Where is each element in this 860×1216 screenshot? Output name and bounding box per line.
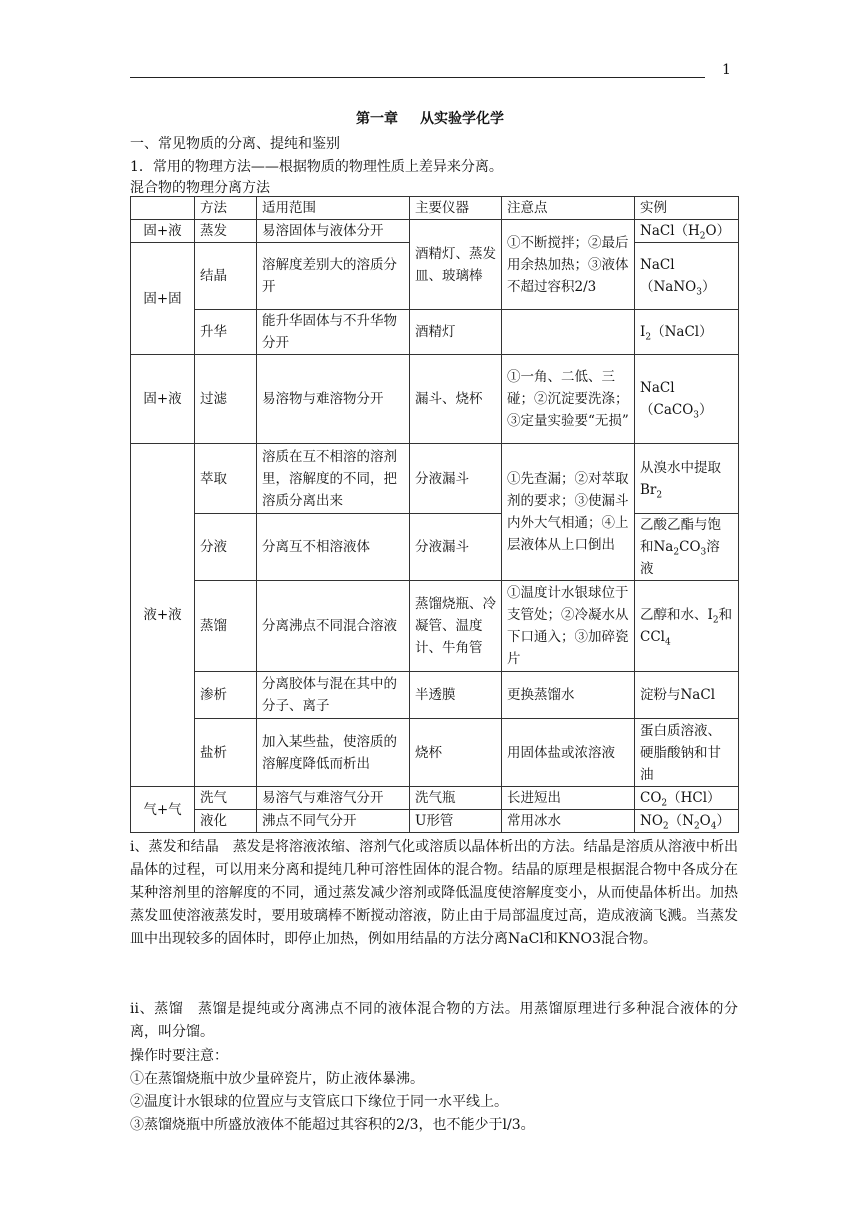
subsection-heading: 1．常用的物理方法——根据物质的物理性质上差异来分离。	[130, 159, 503, 175]
example-cell: 乙酸乙酯与饱和$Na_2CO_3$溶液	[635, 514, 739, 581]
instrument-cell: 分液漏斗	[410, 514, 502, 581]
example-cell: $CO_2(HCl)$	[635, 787, 739, 810]
method-cell: 液化	[195, 810, 257, 833]
ops-item: ③蒸馏烧瓶中所盛放液体不能超过其容积的2/3，也不能少于l/3。	[130, 1117, 535, 1133]
notes-cell: 用固体盐或浓溶液	[502, 719, 635, 787]
instrument-cell: 蒸馏烧瓶、冷凝管、温度计、牛角管	[410, 581, 502, 672]
header-cell	[131, 197, 195, 220]
example-cell: NaCl （CaCO$_3$）	[635, 355, 739, 444]
example-cell: 淀粉与NaCl	[635, 672, 739, 719]
chapter-title	[0, 108, 860, 128]
example-cell: $I_2(NaCl)$	[635, 310, 739, 355]
table-row	[131, 672, 739, 719]
notes-cell: ①不断搅拌；②最后用余热加热；③液体不超过容积2/3	[502, 220, 635, 310]
section-heading: 一、常见物质的分离、提纯和鉴别	[130, 136, 340, 152]
table-row	[131, 787, 739, 810]
method-cell: 蒸发	[195, 220, 257, 243]
scope-cell: 分离胶体与混在其中的分子、离子	[257, 672, 410, 719]
method-cell: 渗析	[195, 672, 257, 719]
notes-cell: ①先查漏；②对萃取剂的要求；③使漏斗内外大气相通；④上层液体从上口倒出	[502, 444, 635, 581]
example-cell: 蛋白质溶液、硬脂酸钠和甘油	[635, 719, 739, 787]
table-row	[131, 310, 739, 355]
method-cell: 盐析	[195, 719, 257, 787]
header-cell: 适用范围	[257, 197, 410, 220]
header-rule	[130, 77, 705, 78]
scope-cell: 沸点不同气分开	[257, 810, 410, 833]
group-cell: 气+气	[131, 787, 195, 833]
table-row	[131, 220, 739, 243]
table-row	[131, 581, 739, 672]
scope-cell: 易溶物与难溶物分开	[257, 355, 410, 444]
notes-cell: ①一角、二低、三碰；②沉淀要洗涤；③定量实验要“无损”	[502, 355, 635, 444]
scope-cell: 易溶固体与液体分开	[257, 220, 410, 243]
group-cell: 固+液	[131, 220, 195, 243]
method-cell: 结晶	[195, 243, 257, 310]
instrument-cell: U形管	[410, 810, 502, 833]
table-row	[131, 355, 739, 444]
notes-cell	[502, 310, 635, 355]
instrument-cell: 烧杯	[410, 719, 502, 787]
header-cell: 方法	[195, 197, 257, 220]
method-cell: 分液	[195, 514, 257, 581]
table-caption: 混合物的物理分离方法	[130, 180, 270, 196]
scope-cell: 分离沸点不同混合溶液	[257, 581, 410, 672]
method-cell: 萃取	[195, 444, 257, 514]
ops-intro: 操作时要注意：	[130, 1048, 228, 1064]
paragraph-evaporation: i、蒸发和结晶 蒸发是将溶液浓缩、溶剂气化或溶质以晶体析出的方法。结晶是溶质从溶液中析出晶体的过程，可以用来分离和提纯几种可溶性固体的混合物。结晶的原理是根据混合物中各成分在某种溶剂里的溶解度的不同，通过蒸发减少溶剂或降低温度使溶解度变小，从而使晶体析出。加热蒸发皿使溶液蒸发时，要用玻璃棒不断搅动溶液，防止由于局部温度过高，造成液滴飞溅。当蒸发皿中出现较多的固体时，即停止加热，例如用结晶的方法分离NaCl和KNO3混合物。	[130, 839, 738, 947]
notes-cell: ①温度计水银球位于支管处；②冷凝水从下口通入；③加碎瓷片	[502, 581, 635, 672]
ops-item: ②温度计水银球的位置应与支管底口下缘位于同一水平线上。	[130, 1094, 508, 1110]
scope-cell: 溶解度差别大的溶质分开	[257, 243, 410, 310]
scope-cell: 易溶气与难溶气分开	[257, 787, 410, 810]
method-cell: 蒸馏	[195, 581, 257, 672]
chapter-label: 第一章	[356, 111, 398, 127]
table-row	[131, 719, 739, 787]
table-header-row	[131, 197, 739, 220]
scope-cell: 分离互不相溶液体	[257, 514, 410, 581]
group-cell: 固+液	[131, 355, 195, 444]
group-cell: 液+液	[131, 444, 195, 787]
instrument-cell: 洗气瓶	[410, 787, 502, 810]
method-cell: 升华	[195, 310, 257, 355]
instrument-cell: 酒精灯、蒸发皿、玻璃棒	[410, 220, 502, 310]
example-cell: 乙醇和水、$I_2$和CCl$_4$	[635, 581, 739, 672]
example-cell: NaCl （NaNO$_3$）	[635, 243, 739, 310]
table-row	[131, 444, 739, 514]
header-cell: 注意点	[502, 197, 635, 220]
instrument-cell: 漏斗、烧杯	[410, 355, 502, 444]
example-cell: 从溴水中提取$Br_2$	[635, 444, 739, 514]
scope-cell: 加入某些盐，使溶质的溶解度降低而析出	[257, 719, 410, 787]
scope-cell: 能升华固体与不升华物分开	[257, 310, 410, 355]
example-cell: $NaCl(H_2O)$	[635, 220, 739, 243]
header-cell: 主要仪器	[410, 197, 502, 220]
example-cell: $NO_2(N_2O_4)$	[635, 810, 739, 833]
ops-item: ①在蒸馏烧瓶中放少量碎瓷片，防止液体暴沸。	[130, 1071, 424, 1087]
instrument-cell: 半透膜	[410, 672, 502, 719]
notes-cell: 常用冰水	[502, 810, 635, 833]
instrument-cell: 酒精灯	[410, 310, 502, 355]
group-cell: 固+固	[131, 243, 195, 355]
chapter-name: 从实验学化学	[420, 111, 504, 127]
instrument-cell: 分液漏斗	[410, 444, 502, 514]
scope-cell: 溶质在互不相溶的溶剂里，溶解度的不同，把溶质分离出来	[257, 444, 410, 514]
method-cell: 过滤	[195, 355, 257, 444]
table-row	[131, 514, 739, 581]
notes-cell: 长进短出	[502, 787, 635, 810]
table-row	[131, 810, 739, 833]
method-cell: 洗气	[195, 787, 257, 810]
paragraph-distillation: ii、蒸馏 蒸馏是提纯或分离沸点不同的液体混合物的方法。用蒸馏原理进行多种混合液体的分离，叫分馏。	[130, 1001, 738, 1040]
separation-methods-table	[130, 196, 739, 833]
notes-cell: 更换蒸馏水	[502, 672, 635, 719]
header-cell: 实例	[635, 197, 739, 220]
page-number: 1	[722, 62, 731, 78]
